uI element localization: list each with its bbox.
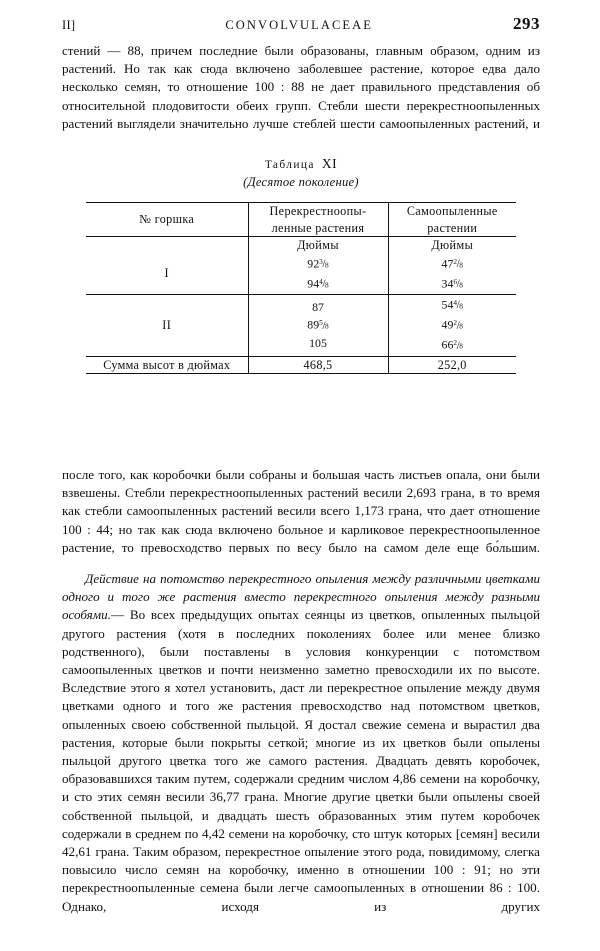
table-header-row — [86, 203, 516, 237]
paragraph-body-text: — Во всех предыдущих опытах сеянцы из цветков, опыленных пыльцой другого растения (хотя в последних поколениях более или менее близко родственного), были поставлены в условия конкуренции с потомством самоопыленных цветков и почти неизменно заметно превосходили их по высоте. Вследствие этого я хотел установить, даст ли перекрестное опыление между двумя цветками одного и того же растения превосходство над потомством цветков, опыленных своею собственной пыльцой. Я достал свежие семена и вырастил два растения, которые были покрыты сеткой; многие из их цветков были опылены пыльцой другого цветка того же самого растения. Двадцать девять коробочек, образовавшихся таким путем, содержали средним числом 4,86 семени на коробочку, и сто этих семян весили 36,77 грана. Многие другие цветки были опылены своей собственной пыльцой, и двадцать шесть образованных этим путем коробочек содержали в среднем по 4,42 семени на коробочку, сто штук которых [семян] весили 42,61 грана. Таким образом, перекрестное опыление этого рода, повидимому, слегка повысило число семян на коробочку, именно в отношении 100 : 91; но эти перекрестноопыленные семена были легче самоопыленных в отношении 86 : 100. Однако, исходя из других — [62, 607, 540, 914]
paragraph-below-table — [62, 466, 540, 557]
summary-label: Сумма высот в дюймах — [86, 356, 248, 374]
column-header-crossed-line1: Перекрестноопы- — [269, 204, 367, 218]
paragraph-section-experiment — [62, 570, 540, 916]
table-body — [86, 237, 516, 374]
table-subtitle: (Десятое поколение) — [243, 175, 359, 189]
units-crossed: Дюймы — [248, 237, 388, 254]
measure-value: $34^6/8$ — [441, 276, 463, 291]
table-head — [86, 203, 516, 237]
crossed-values — [248, 254, 388, 295]
table-caption-label: Таблица — [264, 159, 315, 171]
table-row — [86, 254, 516, 295]
selfed-values — [388, 254, 516, 295]
measure-value: $66^2/8$ — [441, 337, 463, 352]
column-header-selfed — [388, 203, 516, 237]
selfed-values — [388, 294, 516, 356]
measure-value: $92^3/8$ — [307, 255, 329, 270]
table-units-row — [86, 237, 516, 254]
column-header-pot-line1: № горшка — [139, 212, 195, 227]
units-selfed: Дюймы — [388, 237, 516, 254]
crossed-values — [248, 294, 388, 356]
table-summary-row — [86, 356, 516, 374]
section-run-in-heading: Действие на потомство перекрестного опыления между различными цветками одного и того же растения вместо перекрестного опыления между разными особями. — [62, 571, 540, 623]
measure-value: $54^4/8$ — [441, 297, 463, 312]
column-header-crossed-line2: ленные растения — [271, 220, 365, 235]
measurements-table — [86, 202, 516, 374]
page-title: CONVOLVULACEAE — [225, 18, 374, 32]
measure-value: $49^2/8$ — [441, 317, 463, 332]
table-caption — [62, 156, 540, 172]
column-header-selfed-line1: Самоопыленные — [406, 204, 498, 218]
summary-selfed: 252,0 — [388, 356, 516, 374]
pot-label: I — [164, 266, 170, 281]
paragraph-text — [62, 570, 540, 916]
paragraph-above-table — [62, 42, 540, 133]
chapter-marker: II] — [62, 18, 76, 32]
table-block — [62, 156, 540, 374]
measure-value: 87 — [312, 299, 324, 314]
paragraph-text: после того, как коробочки были собраны и большая часть листьев опала, они были взвешены. Стебли перекрестноопыленных растений весили 2,693 грана, в то время как стебли самоопыленных растений весили всего 1,173 грана, что дает отношение 100 : 44; но так как сюда включено больное и карликовое перекрестноопыленное растение, то превосходство первых по весу было на самом деле еще бо́льшим. — [62, 467, 540, 555]
pot-label: II — [86, 294, 248, 356]
measure-value: $47^2/8$ — [441, 255, 463, 270]
column-header-pot — [86, 203, 248, 237]
column-header-selfed-line2: растении — [427, 220, 478, 235]
running-head — [62, 14, 540, 36]
units-pot — [86, 237, 248, 254]
column-header-crossed — [248, 203, 388, 237]
summary-crossed: 468,5 — [248, 356, 388, 374]
measure-value: 105 — [309, 336, 327, 351]
measure-value: $89^5/8$ — [307, 317, 329, 332]
paragraph-text: стений — 88, причем последние были образованы, главным образом, одним из растений. Но так как сюда включено заболевшее растение, которое едва дало несколько семян, то отношение 100 : 88 не дает правильного представления об относительной плодовитости обеих групп. Стебли шести перекрестноопыленных растений выглядели значительно лучше стеблей шести самоопыленных растений, и — [62, 43, 540, 131]
table-row — [86, 294, 516, 356]
measure-value: $94^4/8$ — [307, 276, 329, 291]
table-caption-numeral: XI — [321, 156, 338, 171]
page-number: 293 — [513, 14, 540, 33]
